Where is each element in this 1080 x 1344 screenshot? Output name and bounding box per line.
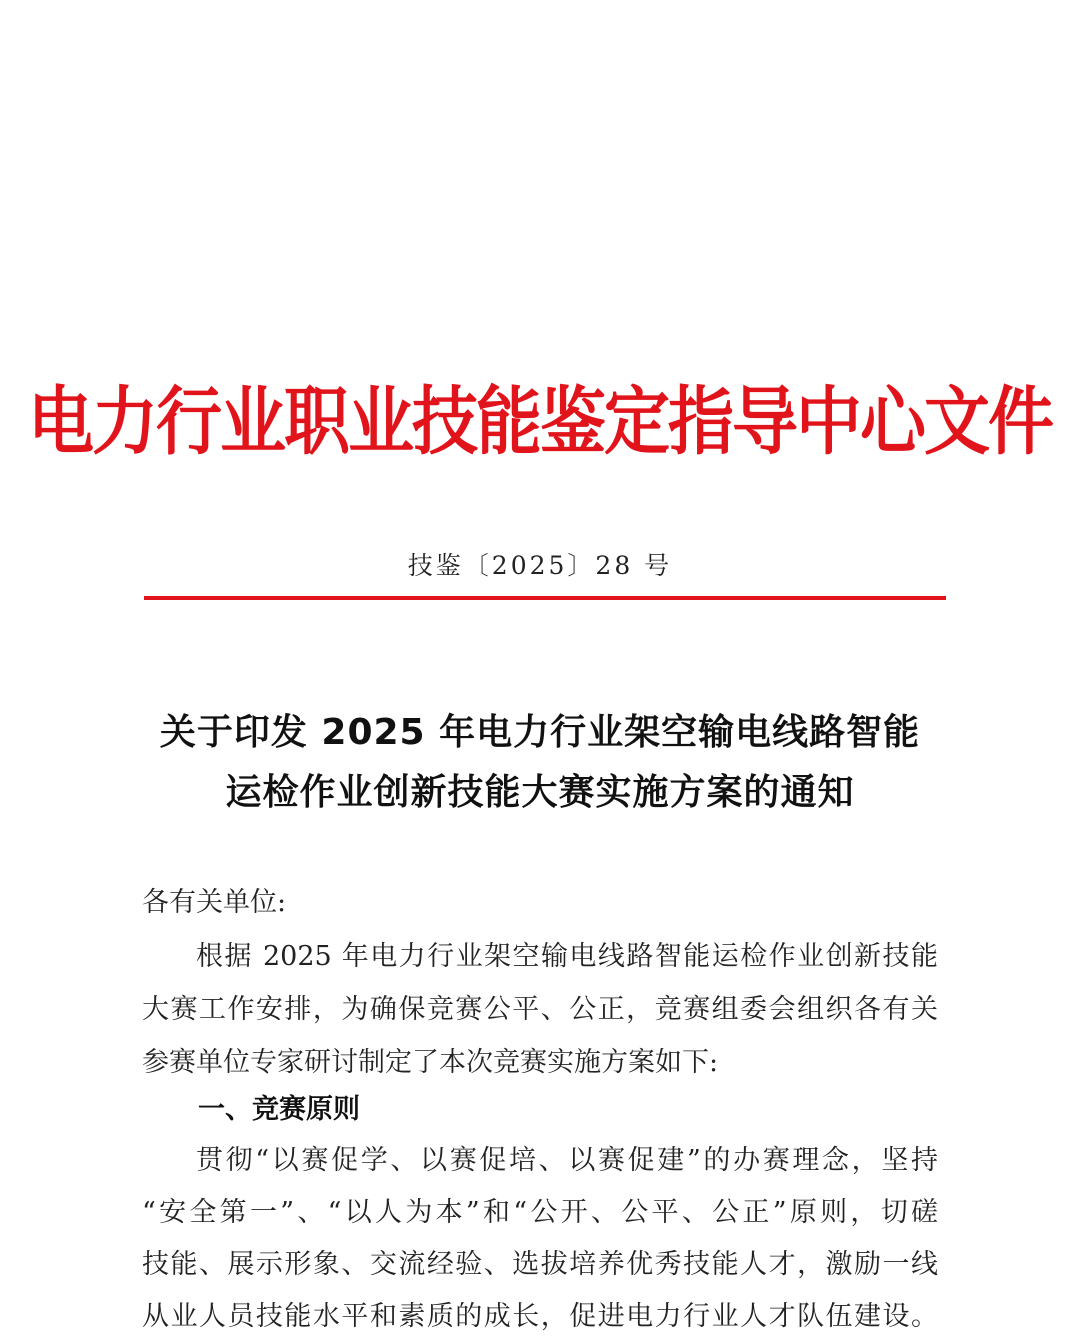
org-header-title: 电力行业职业技能鉴定指导中心文件 xyxy=(28,378,1052,466)
paragraph-1-line-2: 大赛工作安排，为确保竞赛公平、公正，竞赛组委会组织各有关 xyxy=(142,994,938,1025)
paragraph-1-line-3: 参赛单位专家研讨制定了本次竞赛实施方案如下: xyxy=(142,1047,719,1078)
notice-title-line-1: 关于印发 2025 年电力行业架空输电线路智能 xyxy=(159,712,921,753)
paragraph-2-line-2: “安全第一”、“以人为本”和“公开、公平、公正”原则，切磋 xyxy=(142,1197,938,1228)
paragraph-1-line-1: 根据 2025 年电力行业架空输电线路智能运检作业创新技能 xyxy=(196,941,938,972)
paragraph-2-line-4: 从业人员技能水平和素质的成长，促进电力行业人才队伍建设。 xyxy=(142,1301,938,1332)
salutation: 各有关单位: xyxy=(142,887,287,918)
notice-title-line-2: 运检作业创新技能大赛实施方案的通知 xyxy=(225,772,855,813)
document-number: 技鉴〔2025〕28 号 xyxy=(407,551,673,580)
section-1-heading: 一、竞赛原则 xyxy=(198,1094,360,1125)
paragraph-2-line-3: 技能、展示形象、交流经验、选拔培养优秀技能人才，激励一线 xyxy=(142,1249,938,1280)
paragraph-2-line-1: 贯彻“以赛促学、以赛促培、以赛促建”的办赛理念，坚持 xyxy=(196,1145,938,1176)
red-divider-line xyxy=(144,596,946,600)
